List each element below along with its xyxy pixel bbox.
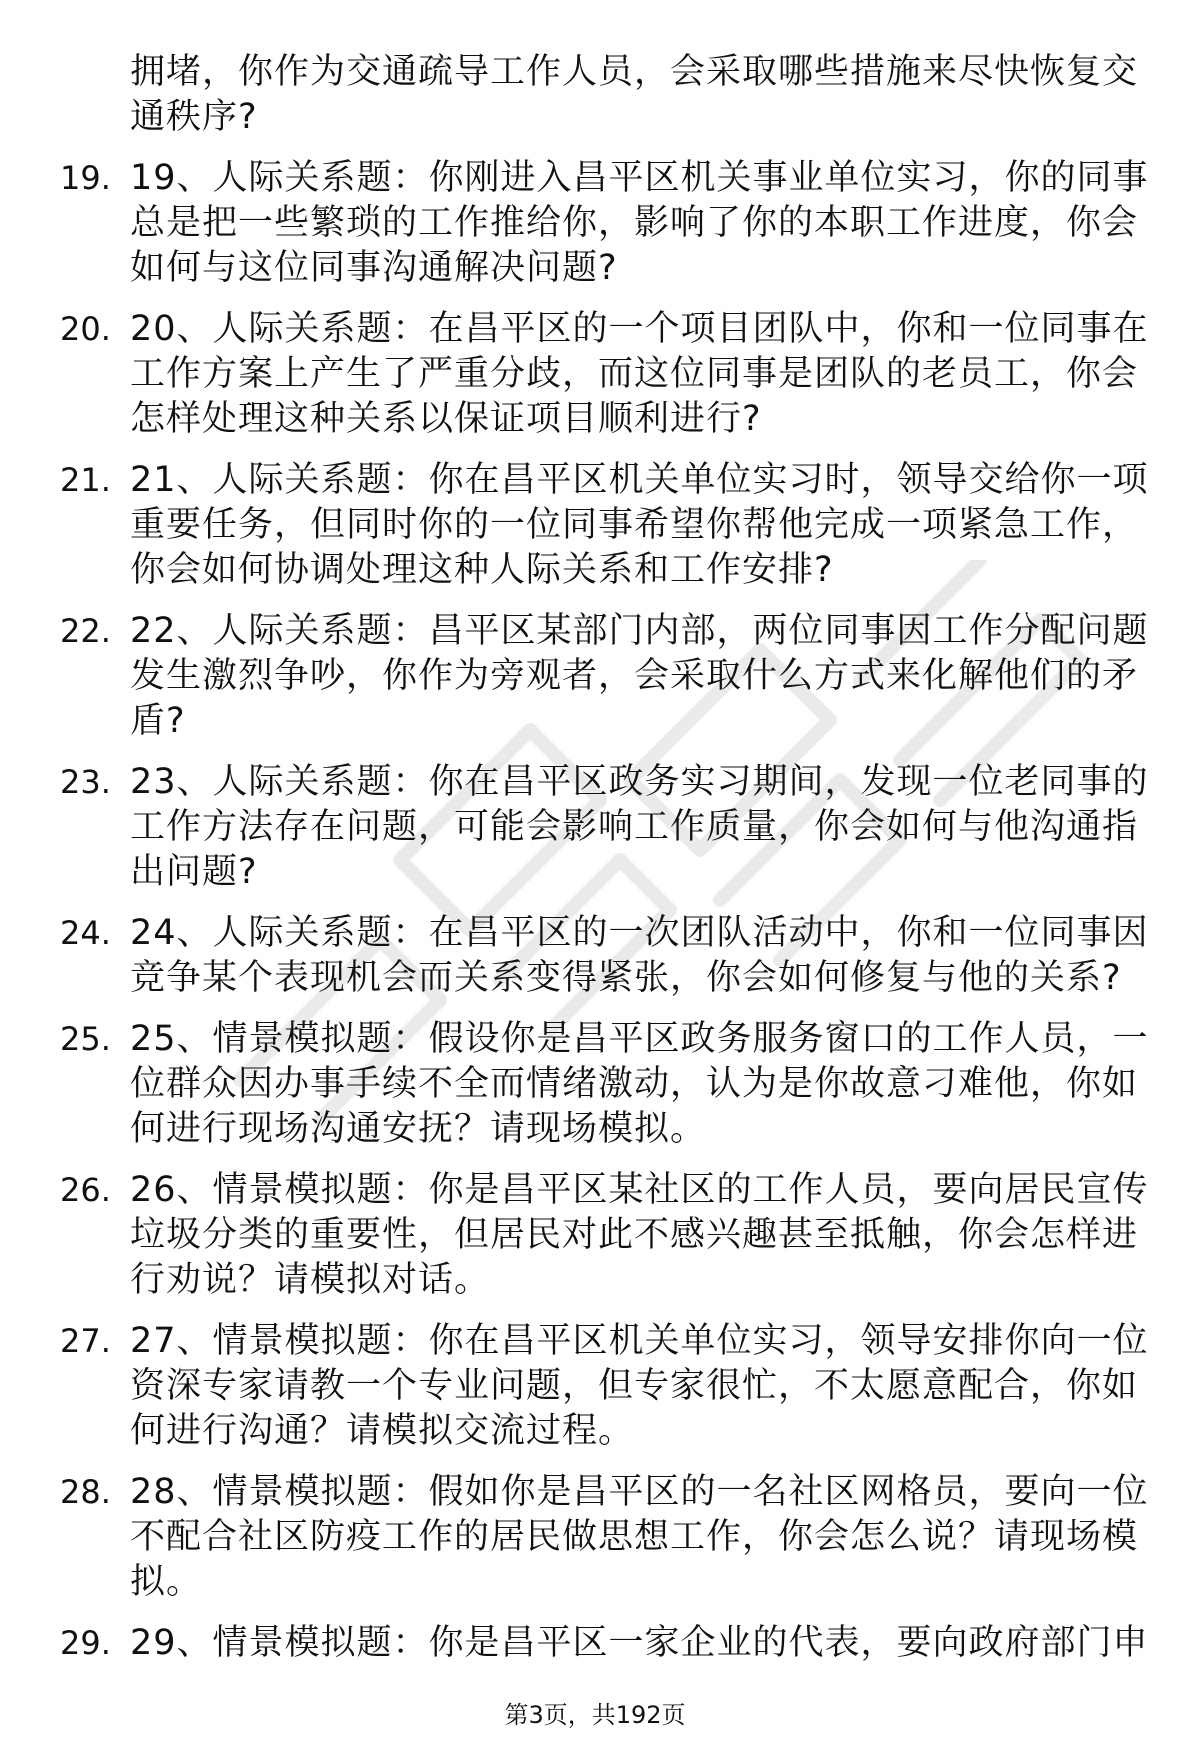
question-number: 27. [60, 1322, 111, 1360]
question-item [0, 911, 1190, 1001]
question-text: 24、人际关系题：在昌平区的一次团队活动中，你和一位同事因竞争某个表现机会而关系变得紧张，你会如何修复与他的关系? [130, 913, 1149, 998]
question-number: 22. [60, 612, 111, 650]
question-item [0, 1621, 1190, 1666]
question-text: 22、人际关系题：昌平区某部门内部，两位同事因工作分配问题发生激烈争吵，你作为旁观者，会采取什么方式来化解他们的矛盾? [130, 611, 1149, 741]
question-number: 26. [60, 1171, 111, 1209]
page-footer: 第3页，共192页 [504, 1701, 686, 1729]
question-item [0, 609, 1190, 744]
question-number: 23. [60, 763, 111, 801]
question-text: 25、情景模拟题：假设你是昌平区政务服务窗口的工作人员，一位群众因办事手续不全而情绪激动，认为是你故意刁难他，你如何进行现场沟通安抚？请现场模拟。 [130, 1019, 1149, 1149]
question-number: 29. [60, 1624, 111, 1662]
question-number: 19. [60, 159, 111, 197]
question-text: 29、情景模拟题：你是昌平区一家企业的代表，要向政府部门申 [130, 1623, 1149, 1663]
question-number: 25. [60, 1020, 111, 1058]
question-item [0, 307, 1190, 442]
question-item [0, 458, 1190, 593]
question-text: 28、情景模拟题：假如你是昌平区的一名社区网格员，要向一位不配合社区防疫工作的居民做思想工作，你会怎么说？请现场模拟。 [130, 1472, 1149, 1602]
question-item [0, 760, 1190, 895]
question-item [0, 1168, 1190, 1303]
question-text: 27、情景模拟题：你在昌平区机关单位实习，领导安排你向一位资深专家请教一个专业问题，但专家很忙，不太愿意配合，你如何进行沟通？请模拟交流过程。 [130, 1321, 1149, 1451]
question-text: 26、情景模拟题：你是昌平区某社区的工作人员，要向居民宣传垃圾分类的重要性，但居民对此不感兴趣甚至抵触，你会怎样进行劝说？请模拟对话。 [130, 1170, 1149, 1300]
intro-text: 拥堵，你作为交通疏导工作人员，会采取哪些措施来尽快恢复交通秩序? [130, 52, 1139, 137]
question-item [0, 156, 1190, 291]
question-item [0, 1319, 1190, 1454]
question-list [0, 156, 1190, 1682]
question-number: 21. [60, 461, 111, 499]
question-number: 28. [60, 1473, 111, 1511]
question-number: 24. [60, 914, 111, 952]
question-text: 19、人际关系题：你刚进入昌平区机关事业单位实习，你的同事总是把一些繁琐的工作推给你，影响了你的本职工作进度，你会如何与这位同事沟通解决问题? [130, 158, 1149, 288]
question-number: 20. [60, 310, 111, 348]
question-text: 20、人际关系题：在昌平区的一个项目团队中，你和一位同事在工作方案上产生了严重分歧，而这位同事是团队的老员工，你会怎样处理这种关系以保证项目顺利进行? [130, 309, 1149, 439]
question-text: 21、人际关系题：你在昌平区机关单位实习时，领导交给你一项重要任务，但同时你的一位同事希望你帮他完成一项紧急工作，你会如何协调处理这种人际关系和工作安排? [130, 460, 1149, 590]
question-text: 23、人际关系题：你在昌平区政务实习期间，发现一位老同事的工作方法存在问题，可能会影响工作质量，你会如何与他沟通指出问题? [130, 762, 1149, 892]
question-item [0, 1470, 1190, 1605]
question-item [0, 1017, 1190, 1152]
